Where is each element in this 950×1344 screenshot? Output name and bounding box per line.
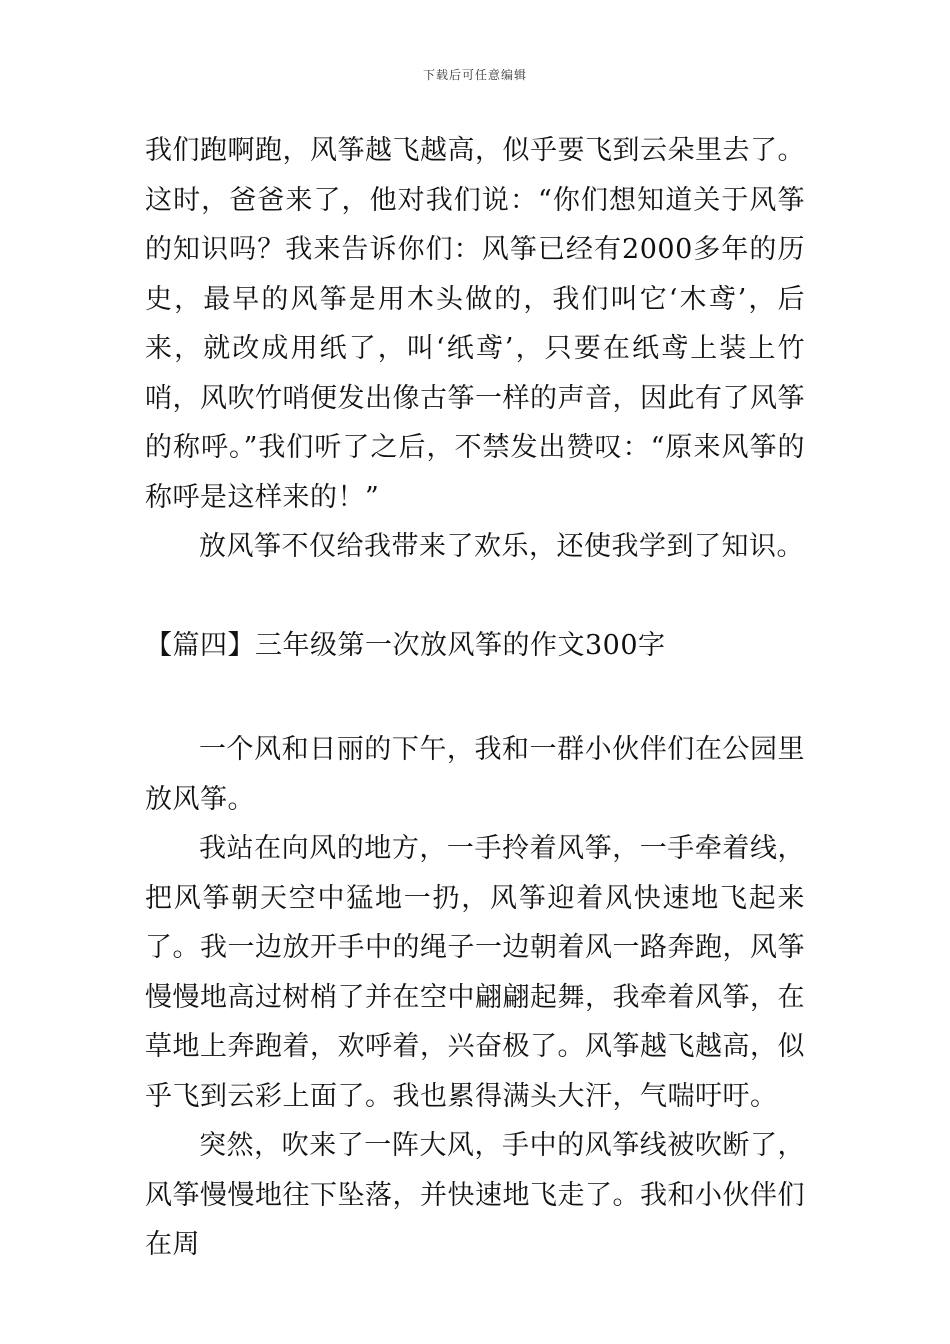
paragraph: 放风筝不仅给我带来了欢乐，还使我学到了知识。 (199, 531, 804, 562)
paragraph: 我们跑啊跑，风筝越飞越高，似乎要飞到云朵里去了。这时，爸爸来了，他对我们说：“你们想知道关于风筝的知识吗？我来告诉你们：风筝已经有2000多年的历史，最早的风筝是用木头做的，我们叫它‘木鸢’，后来，就改成用纸了，叫‘纸鸢’，只要在纸鸢上装上竹哨，风吹竹哨便发出像古筝一样的声音，因此有了风筝的称呼。”我们听了之后，不禁发出赞叹：“原来风筝的称呼是这样来的！” (145, 135, 805, 513)
continued-section (145, 126, 805, 572)
paragraph: 我站在向风的地方，一手拎着风筝，一手牵着线，把风筝朝天空中猛地一扔，风筝迎着风快速地飞起来了。我一边放开手中的绳子一边朝着风一路奔跑，风筝慢慢地高过树梢了并在空中翩翩起舞，我牵着风筝，在草地上奔跑着，欢呼着，兴奋极了。风筝越飞越高，似乎飞到云彩上面了。我也累得满头大汗，气喘吁吁。 (145, 833, 805, 1112)
paragraph: 突然，吹来了一阵大风，手中的风筝线被吹断了，风筝慢慢地往下坠落，并快速地飞走了。我和小伙伴们在周 (145, 1130, 805, 1260)
page-header: 下载后可任意编辑 (422, 68, 527, 82)
section-four-body (145, 725, 805, 1270)
section-heading: 【篇四】三年级第一次放风筝的作文300字 (145, 630, 666, 661)
paragraph: 一个风和日丽的下午，我和一群小伙伴们在公园里放风筝。 (145, 734, 805, 815)
